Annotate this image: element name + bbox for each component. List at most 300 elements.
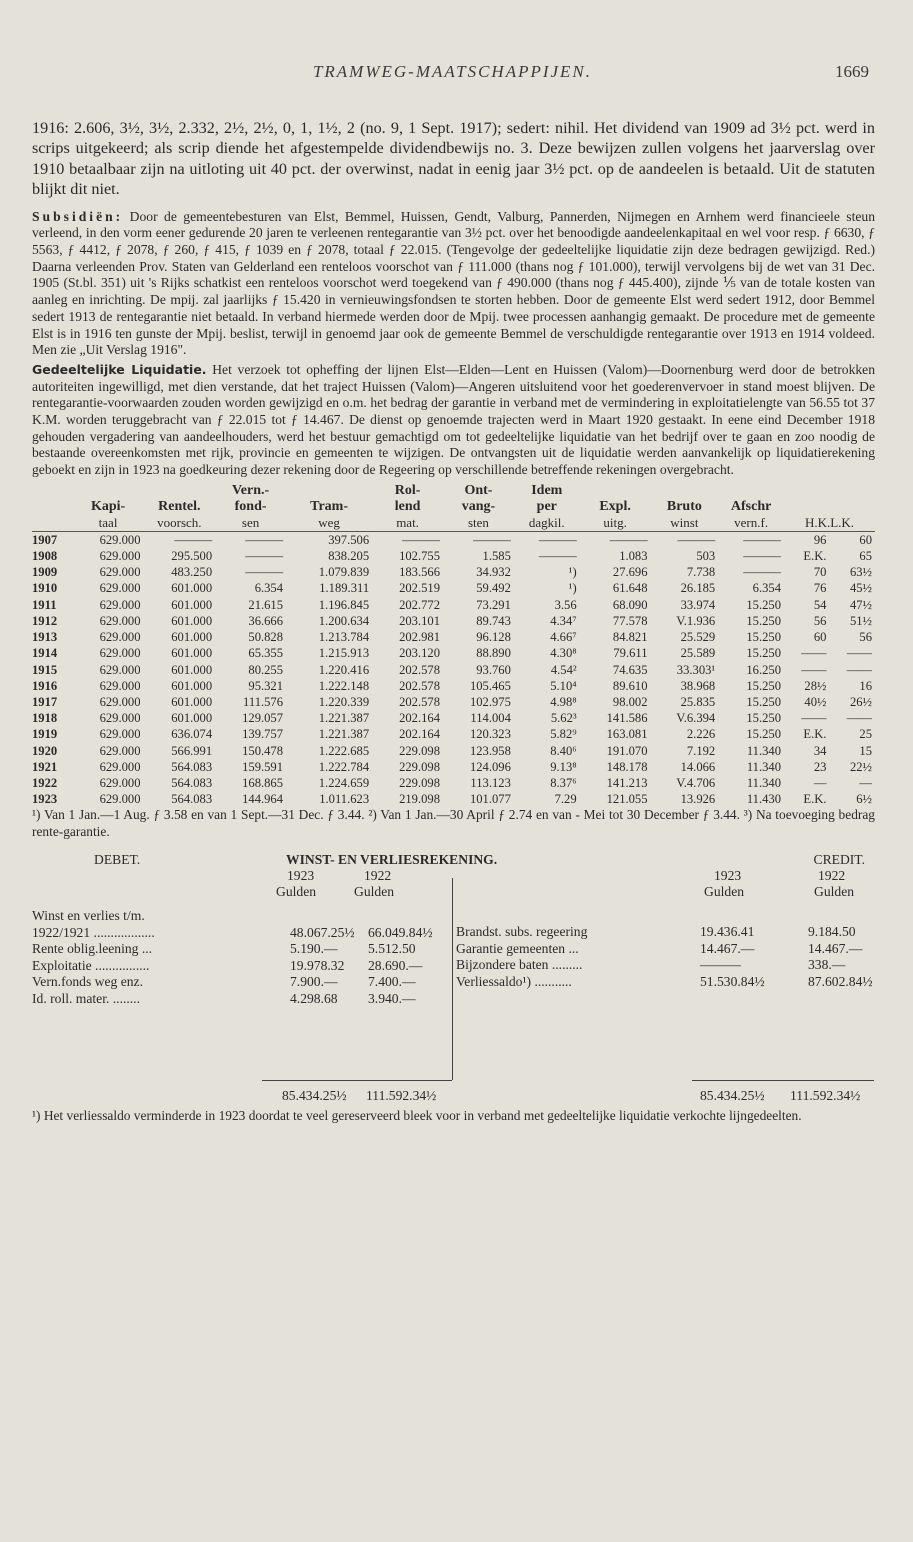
table-cell: 98.002	[612, 694, 648, 709]
table-cell: 16	[859, 678, 872, 693]
debit-label: Winst en verlies t/m.	[32, 908, 145, 924]
table-cell: 4.30⁸	[550, 646, 577, 661]
table-cell: 4.66⁷	[550, 630, 577, 645]
table-cell: ———	[677, 532, 716, 547]
column-header: fond-	[234, 498, 267, 514]
table-cell: 121.055	[606, 792, 648, 807]
table-row	[32, 743, 875, 759]
table-cell: 7.29	[554, 792, 577, 807]
debit-label: Rente oblig.leening ...	[32, 941, 153, 957]
table-row	[32, 694, 875, 710]
credit-year-a: 1923	[714, 868, 742, 884]
table-header-top	[32, 483, 875, 499]
table-cell: 6.354	[254, 581, 284, 596]
liquidatie-text: Het verzoek tot opheffing der lijnen Elst—Elden—Lent en Huissen (Valom)—Doornenburg werd door de betrokken autoriteiten ingewilligd, met dien verstande, dat het traject Huissen (Valom)—Angeren uitsluitend voor het goederenvervoer in stand moest blijven. De rentegarantie-voorwaarden zouden worden gewijzigd en o.m. het bedrag der garantie in verband met de vermindering in exploitatielengte van 56.55 tot 37 K.M. worden teruggebracht van ƒ 22.015 tot ƒ 14.467. De dienst op genoemde trajecten werd in Maart 1920 gestaakt. In eene eind December 1918 gehouden vergadering van aandeelhouders, werd het bestuur gemachtigd om tot gedeeltelijke liquidatie van het bedrijf over te gaan en zoo noodig de bestaande overeenkomsten met rijk, provincie en gemeenten te wijzigen. De ontvangsten uit de liquidatie werden aanvankelijk op liquidatierekening geboekt en zijn in 1923 na goedkeuring dezer rekening door de Regeering op verschillende betreffende rekeningen overgebracht.	[32, 361, 875, 478]
debit-value-a: 48.067.25½	[290, 924, 355, 940]
table-cell: ——	[801, 646, 827, 661]
table-cell: 601.000	[171, 711, 213, 726]
row-year: 1915	[32, 662, 58, 677]
credit-label: Verliessaldo¹) ...........	[456, 973, 572, 989]
table-cell: 68.090	[612, 597, 648, 612]
table-cell: ¹)	[568, 581, 577, 596]
debit-value-b: 66.049.84½	[368, 924, 433, 940]
column-header	[580, 483, 651, 499]
credit-label: Brandst. subs. regeering	[456, 924, 588, 940]
column-header	[784, 499, 875, 515]
debit-value-b: 5.512.50	[368, 941, 416, 957]
debit-label: Vern.fonds weg enz.	[32, 974, 143, 990]
column-header: per	[536, 498, 557, 514]
table-cell: 13.926	[680, 792, 716, 807]
table-cell: 141.213	[606, 775, 648, 790]
table-row	[32, 548, 875, 564]
table-cell: 202.164	[399, 711, 440, 726]
column-header: vang-	[461, 498, 496, 514]
table-cell: 89.610	[612, 678, 648, 693]
table-cell: 101.077	[469, 792, 511, 807]
row-year: 1920	[32, 743, 58, 758]
table-cell: 77.578	[612, 613, 648, 628]
table-cell: 203.120	[399, 646, 440, 661]
debit-value-b: 7.400.—	[368, 974, 416, 990]
table-cell: 60	[813, 630, 827, 645]
table-cell: 636.074	[171, 727, 213, 742]
table-cell: 74.635	[612, 662, 648, 677]
account-title: WINST- EN VERLIESREKENING.	[286, 852, 498, 868]
row-year: 1914	[32, 646, 58, 661]
table-cell: 601.000	[171, 662, 213, 677]
debit-unit-a: Gulden	[276, 884, 317, 900]
table-cell: 38.968	[680, 678, 716, 693]
column-header: uitg.	[603, 514, 627, 530]
table-cell: 33.303¹	[676, 662, 716, 677]
table-cell: 95.321	[248, 678, 284, 693]
table-cell: 88.890	[476, 646, 511, 661]
table-cell: 601.000	[171, 613, 213, 628]
table-cell: 111.576	[243, 694, 284, 709]
table-cell: 5.62³	[550, 711, 577, 726]
table-cell: ——	[846, 662, 872, 677]
table-cell: E.K.	[803, 549, 827, 564]
column-header: Expl.	[599, 498, 631, 514]
table-cell: ———	[743, 532, 781, 547]
account-footnote: ¹) Het verliessaldo verminderde in 1923 doordat te veel gereserveerd bleek voor in verband met gedeeltelijke liquidatie verkochte lijngedeelten.	[32, 1108, 802, 1124]
table-cell: 15.250	[746, 597, 781, 612]
column-header: Vern.-	[231, 482, 270, 498]
debit-year-b: 1922	[364, 868, 392, 884]
table-cell: 123.958	[469, 743, 511, 758]
table-cell: 15	[859, 743, 872, 758]
column-header: sen	[241, 514, 260, 530]
table-cell: 144.964	[242, 792, 284, 807]
subsidien-text: Door de gemeentebesturen van Elst, Bemmel, Huissen, Gendt, Valburg, Pannerden, Nijmegen en Arnhem werd financieele steun verleend, in den vorm eener gedurende 20 jaren te verleenen rentegarantie van 3½ pct. over het benoodigde aandeelenkapitaal en wel voor resp. ƒ 6630, ƒ 5563, ƒ 4412, ƒ 2078, ƒ 260, ƒ 415, ƒ 1039 en ƒ 2078, totaal ƒ 22.015. (Tengevolge der gedeeltelijke liquidatie zijn deze bedragen gewijzigd. Red.) Daarna verleenden Prov. Staten van Gelderland een renteloos voorschot van ƒ 111.000 (thans nog ƒ 101.000), terwijl vervolgens bij de wet van 31 Dec. 1905 (St.bl. 351) uit 's Rijks schatkist een renteloos voorschot werd toegekend van ƒ 490.000 (thans nog ƒ 445.400), zijnde ⅕ van de totale kosten van aanleg en inrichting. De mpij. zal jaarlijks ƒ 15.420 in vernieuwingsfondsen te storten hebben. Door de gemeente Elst werd sedert 1912, door Bemmel sedert 1913 de rentegarantie niet betaald. In verband hiermede werden door de Mpij. twee processen aanhangig gemaakt. De procedure met de gemeente Elst is in 1916 ten gunste der Mpij. beslist, terwijl in genoemd jaar ook de gemeente Bemmel de verschuldigde rentegarantie over 1913 en 1914 voldeed. Men zie „Uit Verslag 1916".	[32, 208, 875, 358]
credit-value-a: 19.436.41	[700, 924, 755, 940]
table-cell: 14.066	[680, 759, 716, 774]
table-cell: ———	[743, 549, 781, 564]
table-cell: 124.096	[469, 759, 511, 774]
table-cell: 629.000	[99, 694, 141, 709]
table-cell: 61.648	[612, 581, 648, 596]
table-row	[32, 710, 875, 726]
table-cell: 4.34⁷	[550, 613, 577, 628]
column-header: Bruto	[666, 498, 702, 514]
credit-total-rule	[692, 1080, 874, 1081]
credit-value-b: 14.467.—	[808, 940, 863, 956]
row-year: 1909	[32, 565, 58, 580]
table-header-mid	[32, 499, 875, 515]
table-cell: 8.40⁶	[550, 743, 577, 758]
debit-label: Id. roll. mater. ........	[32, 990, 140, 1006]
table-cell: ———	[473, 532, 511, 547]
credit-label: CREDIT.	[813, 852, 865, 868]
table-body	[32, 531, 875, 807]
table-cell: 202.578	[399, 662, 440, 677]
column-header: voorsch.	[157, 514, 202, 530]
table-cell: 93.760	[476, 662, 511, 677]
table-cell: 397.506	[328, 532, 370, 547]
column-header: Ont-	[464, 482, 493, 498]
table-cell: 168.865	[242, 775, 284, 790]
row-year: 1908	[32, 549, 58, 564]
table-cell: 11.340	[746, 759, 781, 774]
table-cell: 483.250	[171, 565, 213, 580]
table-cell: 148.178	[606, 759, 648, 774]
table-cell: 105.465	[469, 678, 511, 693]
column-header: taal	[98, 514, 118, 530]
table-cell: 629.000	[99, 646, 141, 661]
table-cell: ———	[538, 532, 577, 547]
table-cell: 1.220.416	[318, 662, 370, 677]
column-header	[144, 483, 216, 499]
table-cell: ——	[846, 711, 872, 726]
table-cell: ———	[174, 532, 213, 547]
debet-label: DEBET.	[94, 852, 141, 868]
row-year: 1923	[32, 792, 58, 807]
row-year: 1918	[32, 711, 58, 726]
table-cell: 5.82⁹	[550, 727, 577, 742]
table-cell: 21.615	[248, 597, 284, 612]
debit-unit-b: Gulden	[354, 884, 395, 900]
credit-value-b: 338.—	[808, 957, 846, 973]
table-cell: 229.098	[399, 775, 440, 790]
table-row	[32, 580, 875, 596]
table-cell: 11.340	[746, 743, 781, 758]
table-cell: V.6.394	[676, 711, 716, 726]
table-cell: 219.098	[399, 792, 440, 807]
table-cell: 114.004	[470, 711, 511, 726]
table-cell: 11.340	[746, 775, 781, 790]
table-cell: 25.589	[680, 646, 716, 661]
debit-label: Exploitatie ................	[32, 957, 150, 973]
debit-value-a: 19.978.32	[290, 957, 345, 973]
table-row	[32, 662, 875, 678]
table-cell: 79.611	[613, 646, 648, 661]
table-cell: 2.226	[686, 727, 716, 742]
table-header-bottom	[32, 515, 875, 532]
debit-value-a: 4.298.68	[290, 990, 338, 1006]
table-cell: V.1.936	[676, 613, 716, 628]
table-cell: 51½	[849, 613, 872, 628]
table-row	[32, 597, 875, 613]
table-cell: 503	[696, 549, 716, 564]
table-cell: 28½	[804, 678, 827, 693]
table-cell: 601.000	[171, 646, 213, 661]
column-header: winst	[670, 514, 699, 530]
table-cell: 54	[813, 597, 827, 612]
table-cell: 3.56	[554, 597, 577, 612]
column-header	[718, 483, 784, 499]
table-cell: 7.738	[686, 565, 716, 580]
table-cell: 16.250	[746, 662, 781, 677]
liquidatie-paragraph	[32, 362, 875, 479]
table-cell: 1.221.387	[318, 727, 370, 742]
table-cell: 183.566	[399, 565, 440, 580]
row-year: 1916	[32, 678, 58, 693]
column-header	[784, 483, 875, 499]
row-year: 1913	[32, 630, 58, 645]
column-header	[32, 483, 73, 499]
row-year: 1921	[32, 759, 58, 774]
page-body	[32, 118, 875, 1125]
table-cell: 33.974	[680, 597, 716, 612]
table-cell: 76	[813, 581, 827, 596]
subsidien-paragraph	[32, 209, 875, 359]
column-header: Idem	[531, 482, 563, 498]
table-row	[32, 678, 875, 694]
table-cell: 47½	[849, 597, 872, 612]
table-cell: 629.000	[99, 532, 141, 547]
credit-unit-a: Gulden	[704, 884, 745, 900]
table-cell: 1.200.634	[318, 613, 370, 628]
table-cell: 202.519	[399, 581, 440, 596]
column-header: Tram-	[310, 498, 348, 514]
table-cell: —	[859, 775, 872, 790]
credit-label: Garantie gemeenten ...	[456, 940, 579, 956]
table-cell: 159.591	[242, 759, 284, 774]
table-cell: 629.000	[99, 630, 141, 645]
credit-unit-b: Gulden	[814, 884, 855, 900]
table-cell: 34.932	[476, 565, 511, 580]
table-cell: 63½	[849, 565, 872, 580]
debit-total-a: 85.434.25½	[282, 1088, 347, 1104]
table-cell: ¹)	[568, 565, 577, 580]
credit-value-a: 14.467.—	[700, 940, 755, 956]
table-cell: 70	[813, 565, 827, 580]
column-header: Afschr	[730, 498, 772, 514]
table-cell: 15.250	[746, 694, 781, 709]
table-cell: 601.000	[171, 678, 213, 693]
table-cell: 26.185	[680, 581, 716, 596]
table-cell: 26½	[849, 694, 872, 709]
table-cell: 295.500	[171, 549, 213, 564]
table-cell: 7.192	[686, 743, 716, 758]
table-cell: 1.222.784	[318, 759, 370, 774]
table-cell: 629.000	[99, 662, 141, 677]
table-cell: 629.000	[99, 613, 141, 628]
row-year: 1912	[32, 613, 58, 628]
table-cell: 601.000	[171, 581, 213, 596]
financial-table	[32, 483, 875, 807]
row-year: 1907	[32, 532, 58, 547]
table-cell: 564.083	[171, 792, 213, 807]
debit-total-b: 111.592.34½	[366, 1088, 437, 1104]
table-cell: 6½	[856, 792, 872, 807]
table-cell: 27.696	[612, 565, 648, 580]
table-footnote: ¹) Van 1 Jan.—1 Aug. ƒ 3.58 en van 1 Sept.—31 Dec. ƒ 3.44. ²) Van 1 Jan.—30 April ƒ 2.74 en van - Mei tot 30 December ƒ 3.44. ³) Na toevoeging bedrag rente-garantie.	[32, 807, 875, 839]
dividend-paragraph: 1916: 2.606, 3½, 3½, 2.332, 2½, 2½, 0, 1, 1½, 2 (no. 9, 1 Sept. 1917); sedert: nihil. Het dividend van 1909 ad 3½ pct. werd in scrips uitgekeerd; als scrip diende het afgestempelde dividendbewijs no. 3. Deze bewijzen zullen volgens het jaarverslag over 1910 betaalbaar zijn na uitloting uit 40 pct. der overwinst, nadat in eenig jaar 3½ pct. op de aandeelen is betaald. Uit de statuten blijkt dit niet.	[32, 119, 875, 199]
table-cell: 203.101	[399, 613, 440, 628]
table-cell: 45½	[849, 581, 872, 596]
table-cell: 1.585	[482, 549, 511, 564]
table-cell: —	[813, 775, 827, 790]
table-cell: V.4.706	[676, 775, 716, 790]
table-cell: 1.222.148	[318, 678, 370, 693]
table-cell: 15.250	[746, 727, 781, 742]
account-divider	[452, 878, 453, 1080]
table-cell: 25	[859, 727, 872, 742]
column-header: Rentel.	[158, 498, 201, 514]
table-cell: 15.250	[746, 613, 781, 628]
table-cell: 96.128	[476, 630, 511, 645]
table-cell: 56	[813, 613, 827, 628]
table-cell: 80.255	[248, 662, 284, 677]
table-cell: ———	[538, 549, 577, 564]
debit-year-a: 1923	[287, 868, 315, 884]
table-cell: ——	[801, 711, 827, 726]
table-cell: 601.000	[171, 630, 213, 645]
table-cell: 629.000	[99, 678, 141, 693]
credit-value-b: 9.184.50	[808, 924, 856, 940]
table-cell: 4.98⁸	[550, 694, 577, 709]
table-cell: 1.213.784	[318, 630, 370, 645]
table-row	[32, 775, 875, 791]
table-cell: 838.205	[328, 549, 370, 564]
debit-value-b: 3.940.—	[368, 990, 416, 1006]
table-row	[32, 564, 875, 580]
column-header: vern.f.	[734, 514, 769, 530]
column-header	[73, 483, 144, 499]
table-cell: 629.000	[99, 759, 141, 774]
table-cell: 1.224.659	[318, 775, 370, 790]
table-cell: 629.000	[99, 727, 141, 742]
table-cell: E.K.	[803, 792, 827, 807]
table-cell: ——	[846, 646, 872, 661]
table-cell: 141.586	[606, 711, 648, 726]
debit-value-b: 28.690.—	[368, 957, 423, 973]
credit-total-b: 111.592.34½	[790, 1088, 861, 1104]
table-cell: 11.430	[746, 792, 781, 807]
column-header	[32, 499, 73, 515]
table-cell: 59.492	[476, 581, 511, 596]
table-cell: 629.000	[99, 581, 141, 596]
row-year: 1910	[32, 581, 58, 596]
table-cell: 1.221.387	[318, 711, 370, 726]
table-cell: 9.13⁸	[550, 759, 577, 774]
table-cell: 22½	[849, 759, 872, 774]
credit-total-a: 85.434.25½	[700, 1088, 765, 1104]
table-cell: 202.578	[399, 694, 440, 709]
table-cell: 15.250	[746, 711, 781, 726]
credit-value-b: 87.602.84½	[808, 973, 873, 989]
column-header: sten	[467, 514, 489, 530]
table-cell: 163.081	[606, 727, 648, 742]
debit-value-a: 7.900.—	[290, 974, 338, 990]
column-header: Kapi-	[90, 498, 126, 514]
table-cell: 36.666	[248, 613, 284, 628]
table-cell: 25.835	[680, 694, 716, 709]
table-cell: ———	[609, 532, 648, 547]
table-cell: 65.355	[248, 646, 284, 661]
table-cell: 102.755	[399, 549, 440, 564]
column-header: dagkil.	[528, 514, 565, 530]
table-cell: 8.37⁶	[550, 775, 577, 790]
table-cell: 96	[813, 532, 827, 547]
table-cell: 1.079.839	[318, 565, 370, 580]
row-year: 1919	[32, 727, 58, 742]
table-cell: 202.981	[399, 630, 440, 645]
table-row	[32, 759, 875, 775]
table-cell: 629.000	[99, 775, 141, 790]
table-cell: 629.000	[99, 565, 141, 580]
row-year: 1917	[32, 694, 58, 709]
table-cell: 34	[813, 743, 827, 758]
table-cell: 6.354	[752, 581, 781, 596]
table-cell: 5.10⁴	[550, 678, 577, 693]
table-cell: 89.743	[476, 613, 511, 628]
table-cell: 25.529	[680, 630, 716, 645]
column-header: mat.	[396, 514, 419, 530]
table-cell: 1.220.339	[318, 694, 370, 709]
table-cell: 566.991	[171, 743, 213, 758]
debit-total-rule	[262, 1080, 452, 1081]
table-cell: 50.828	[248, 630, 284, 645]
table-cell: 15.250	[746, 646, 781, 661]
table-cell: 4.54²	[550, 662, 577, 677]
table-cell: ——	[801, 662, 827, 677]
table-cell: 629.000	[99, 792, 141, 807]
table-cell: 202.772	[399, 597, 440, 612]
table-row	[32, 613, 875, 629]
row-year: 1922	[32, 775, 58, 790]
column-header: weg	[318, 514, 340, 530]
table-cell: 56	[859, 630, 872, 645]
table-cell: 229.098	[399, 759, 440, 774]
table-cell: 1.222.685	[318, 743, 370, 758]
header-title: TRAMWEG-MAATSCHAPPIJEN.	[312, 62, 593, 81]
table-cell: 60	[859, 532, 872, 547]
column-header	[32, 515, 73, 532]
debit-value-a: 5.190.—	[290, 941, 338, 957]
table-cell: 601.000	[171, 597, 213, 612]
running-header	[32, 62, 873, 86]
table-cell: 1.196.845	[318, 597, 370, 612]
table-cell: 629.000	[99, 597, 141, 612]
table-cell: 73.291	[476, 597, 511, 612]
table-cell: 1.189.311	[319, 581, 370, 596]
table-cell: 65	[859, 549, 872, 564]
table-row	[32, 645, 875, 661]
subsidien-heading: Subsidiën:	[32, 208, 124, 224]
credit-value-a: 51.530.84½	[700, 973, 765, 989]
table-cell: 191.070	[606, 743, 648, 758]
table-cell: ———	[245, 565, 284, 580]
table-cell: 564.083	[171, 775, 213, 790]
table-cell: 23	[813, 759, 827, 774]
credit-label: Bijzondere baten .........	[456, 957, 583, 973]
table-row	[32, 791, 875, 807]
table-cell: ———	[402, 532, 440, 547]
table-row	[32, 629, 875, 645]
